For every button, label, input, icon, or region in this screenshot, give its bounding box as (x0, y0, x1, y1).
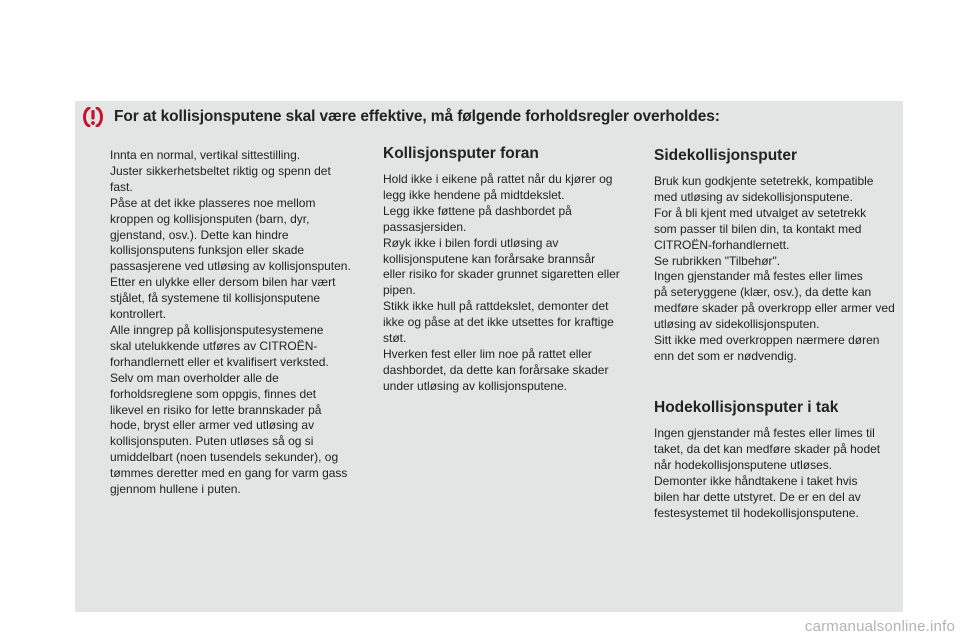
text-line: For å bli kjent med utvalget av setetrekk (654, 205, 867, 220)
text-line: tømmes deretter med en gang for varm gass (110, 466, 348, 481)
text-line: Se rubrikken "Tilbehør". (654, 253, 781, 268)
curtain-airbags-title: Hodekollisjonsputer i tak (654, 399, 839, 416)
text-line: CITROËN-forhandlernett. (654, 237, 790, 252)
text-line: Bruk kun godkjente setetrekk, kompatible (654, 174, 874, 188)
text-line: utløsing av sidekollisjonsputen. (654, 317, 820, 332)
text-line: kollisjonsputens funksjon eller skade (110, 243, 305, 258)
text-line: fast. (110, 179, 133, 194)
text-line: støt. (383, 331, 407, 346)
side-airbags-section (654, 147, 906, 365)
text-line: Alle inngrep på kollisjonsputesystemene (110, 322, 324, 337)
text-line: umiddelbart (noen tusendels sekunder), og (110, 450, 339, 465)
text-line: Demonter ikke håndtakene i taket hvis (654, 473, 858, 488)
text-line: taket, da det kan medføre skader på hodet (654, 441, 881, 456)
text-line: festesystemet til hodekollisjonsputene. (654, 505, 859, 520)
text-line: eller risiko for skader grunnet sigaretten eller (383, 267, 620, 282)
text-line: under utløsing av kollisjonsputene. (383, 378, 568, 393)
text-line: på seteryggene (klær, osv.), da dette kan (654, 285, 872, 300)
text-line: forholdsreglene som oppgis, finnes det (110, 386, 317, 401)
exclamation-alert-icon (82, 107, 104, 127)
watermark: carmanualsonline.info (804, 618, 955, 635)
text-line: Ingen gjenstander må festes eller limes til (654, 426, 875, 440)
text-line: kontrollert. (110, 307, 167, 322)
text-line: gjenstand, osv.). Dette kan hindre (110, 227, 289, 242)
side-airbags-text (654, 174, 906, 365)
text-line: skal utelukkende utføres av CITROËN- (110, 338, 318, 353)
text-line: enn det som er nødvendig. (654, 348, 797, 363)
front-airbags-title: Kollisjonsputer foran (383, 145, 539, 162)
text-line: Sitt ikke med overkroppen nærmere døren (654, 333, 880, 348)
text-line: Selv om man overholder alle de (110, 370, 279, 385)
text-line: passasjerene ved utløsing av kollisjonsputen. (110, 259, 351, 274)
text-line: Legg ikke føttene på dashbordet på (383, 203, 572, 218)
side-airbags-title: Sidekollisjonsputer (654, 147, 797, 164)
text-line: kollisjonsputene kan forårsake brannsår (383, 251, 596, 266)
front-airbags-text (383, 172, 635, 395)
warning-header (82, 106, 882, 128)
general-precautions-column (110, 148, 368, 498)
text-line: Etter en ulykke eller dersom bilen har vært (110, 275, 336, 290)
text-line: pipen. (383, 283, 416, 298)
text-line: Påse at det ikke plasseres noe mellom (110, 195, 316, 210)
front-airbags-section (383, 145, 635, 395)
text-line: Stikk ikke hull på rattdekslet, demonter det (383, 299, 609, 314)
text-line: gjennom hullene i puten. (110, 482, 241, 497)
text-line: med utløsing av sidekollisjonsputene. (654, 189, 853, 204)
text-line: hode, bryst eller armer ved utløsing av (110, 418, 315, 433)
text-line: som passer til bilen din, ta kontakt med (654, 221, 862, 236)
text-line: passasjersiden. (383, 219, 467, 234)
text-line: kroppen og kollisjonsputen (barn, dyr, (110, 211, 310, 226)
text-line: kollisjonsputen. Puten utløses så og si (110, 434, 314, 449)
text-line: Ingen gjenstander må festes eller limes (654, 269, 863, 284)
general-precautions-text (110, 148, 368, 498)
text-line: Juster sikkerhetsbeltet riktig og spenn det (110, 163, 331, 178)
text-line: stjålet, få systemene til kollisjonsputene (110, 291, 321, 306)
curtain-airbags-text (654, 426, 906, 521)
text-line: likevel en risiko for lette brannskader på (110, 402, 322, 417)
text-line: Røyk ikke i bilen fordi utløsing av (383, 235, 559, 250)
text-line: dashbordet, da dette kan forårsake skader (383, 362, 609, 377)
text-line: forhandlernett eller et kvalifisert verksted. (110, 354, 329, 369)
text-line: Hverken fest eller lim noe på rattet eller (383, 346, 592, 361)
text-line: ikke og påse at det ikke utsettes for kraftige (383, 315, 614, 330)
text-line: når hodekollisjonsputene utløses. (654, 457, 833, 472)
text-line: legg ikke hendene på midtdekslet. (383, 187, 565, 202)
text-line: medføre skader på overkropp eller armer ved (654, 301, 895, 316)
text-line: Hold ikke i eikene på rattet når du kjører og (383, 172, 613, 186)
text-line: bilen har dette utstyret. De er en del av (654, 489, 861, 504)
curtain-airbags-section (654, 399, 906, 521)
warning-title: For at kollisjonsputene skal være effektive, må følgende forholdsregler overholdes: (114, 108, 720, 125)
text-line: Innta en normal, vertikal sittestilling. (110, 148, 301, 162)
